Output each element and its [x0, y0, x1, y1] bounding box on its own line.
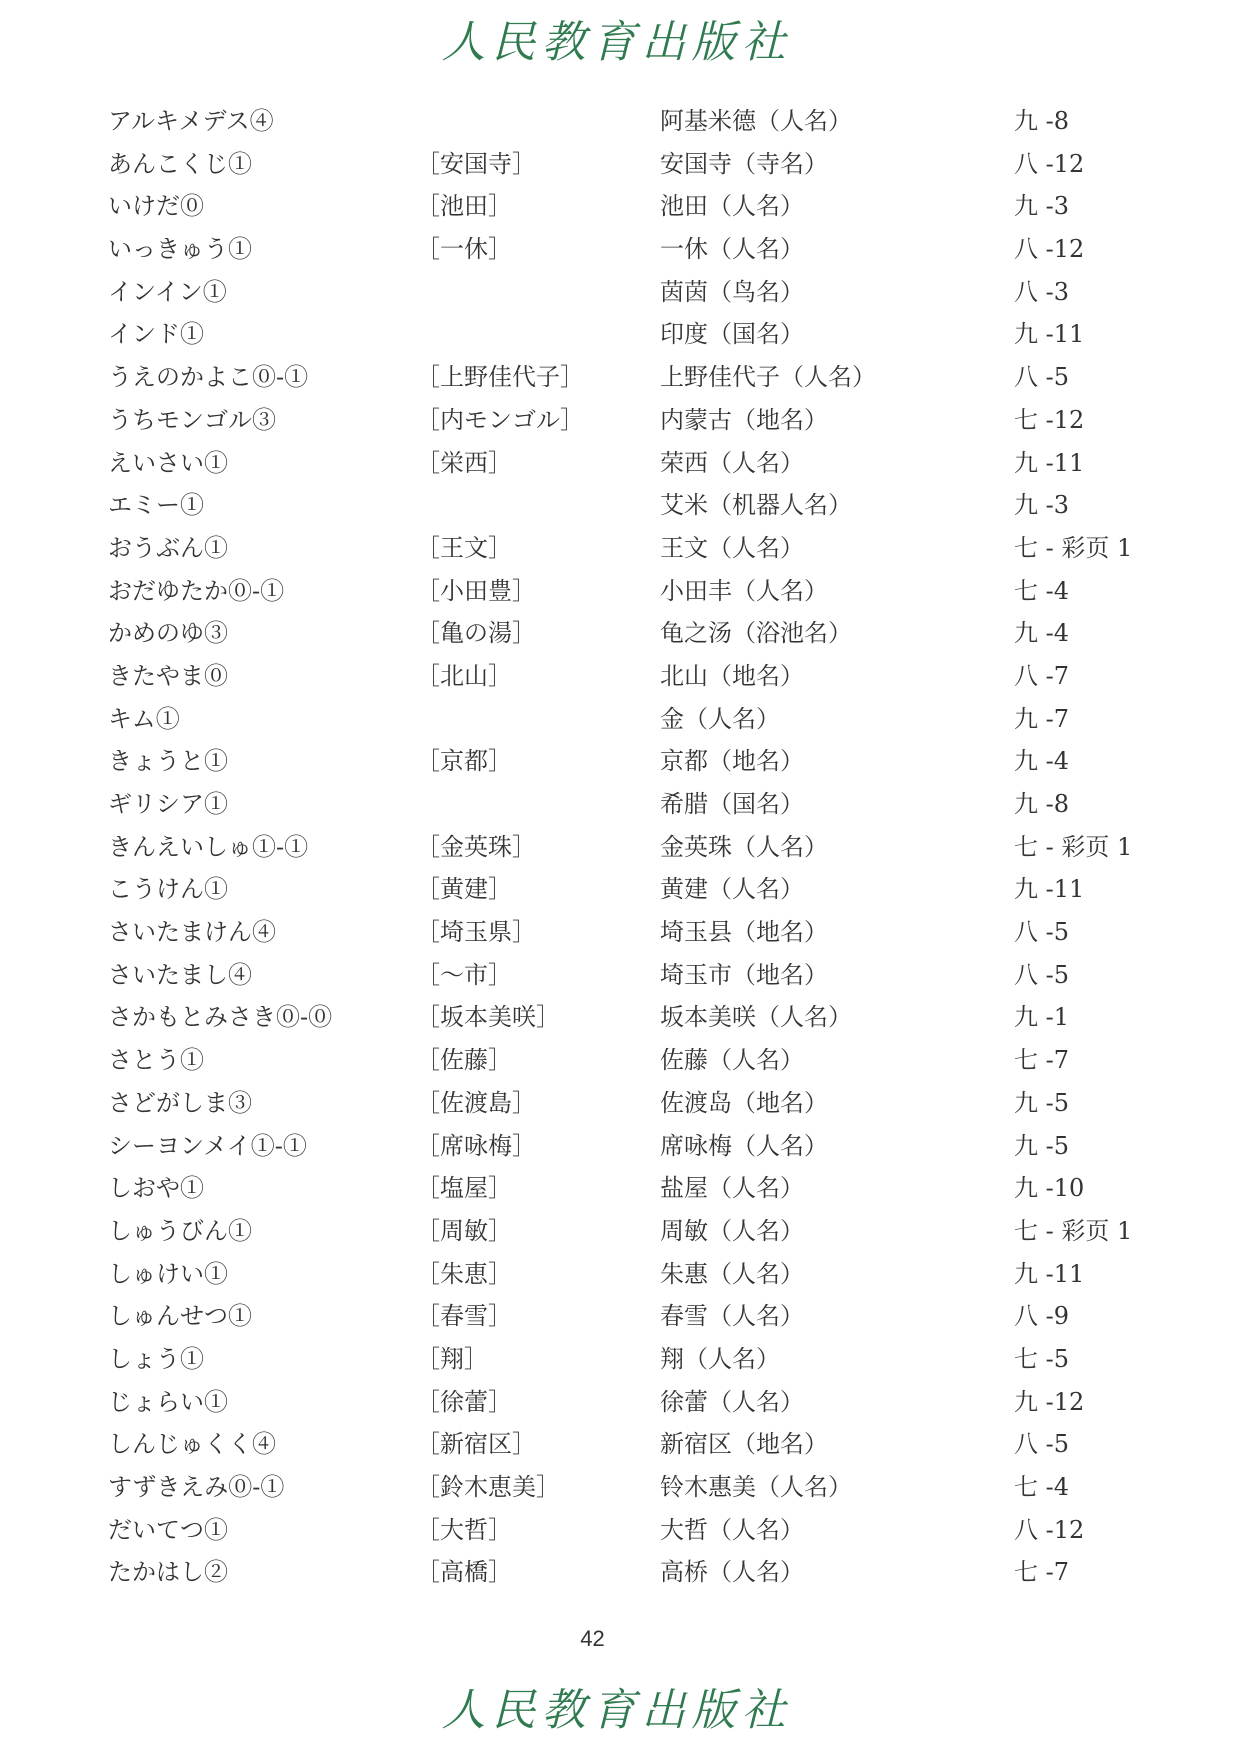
entry-kanji: ［塩屋］ — [416, 1174, 512, 1203]
entry-kanji: ［鈴木恵美］ — [416, 1473, 560, 1501]
list-item — [108, 1082, 1148, 1125]
entry-reading: しゅけい① — [108, 1259, 228, 1288]
entry-meaning: 坂本美咲（人名） — [660, 1003, 852, 1032]
entry-reading: かめのゆ③ — [108, 619, 228, 648]
entry-lesson: 七 -7 — [1014, 1558, 1070, 1587]
list-item — [108, 868, 1148, 911]
entry-lesson: 九 -4 — [1014, 747, 1070, 776]
entry-reading: さいたまけん④ — [108, 918, 276, 947]
entry-meaning: 周敏（人名） — [660, 1216, 804, 1245]
entry-kanji: ［佐渡島］ — [416, 1088, 536, 1117]
list-item — [108, 527, 1148, 570]
entry-reading: インド① — [108, 320, 204, 349]
list-item — [108, 1466, 1148, 1509]
entry-lesson: 八 -3 — [1014, 277, 1070, 306]
entry-meaning: 大哲（人名） — [660, 1515, 804, 1544]
entry-lesson: 九 -3 — [1014, 192, 1070, 221]
entry-lesson: 七 -4 — [1014, 576, 1070, 605]
entry-meaning: 安国寺（寺名） — [660, 149, 828, 178]
entry-reading: だいてつ① — [108, 1515, 228, 1544]
entry-kanji: ［王文］ — [416, 533, 512, 562]
entry-lesson: 九 -8 — [1014, 790, 1070, 818]
entry-meaning: 金英珠（人名） — [660, 832, 828, 861]
entry-meaning: 翔（人名） — [660, 1344, 780, 1373]
entry-lesson: 七 - 彩页 1 — [1014, 533, 1133, 562]
list-item — [108, 143, 1148, 186]
entry-reading: キム① — [108, 704, 180, 733]
vocabulary-list — [108, 100, 1148, 1594]
list-item — [108, 911, 1148, 954]
entry-lesson: 九 -5 — [1014, 1131, 1070, 1160]
entry-lesson: 九 -11 — [1014, 1259, 1085, 1288]
entry-kanji: ［安国寺］ — [416, 149, 536, 178]
list-item — [108, 996, 1148, 1039]
entry-lesson: 九 -11 — [1014, 875, 1085, 904]
list-item — [108, 570, 1148, 613]
entry-meaning: 盐屋（人名） — [660, 1174, 804, 1203]
entry-lesson: 八 -12 — [1014, 1515, 1085, 1544]
list-item — [108, 1423, 1148, 1466]
entry-meaning: 高桥（人名） — [660, 1558, 804, 1587]
entry-lesson: 七 -7 — [1014, 1046, 1070, 1075]
entry-meaning: 印度（国名） — [660, 320, 804, 349]
entry-reading: さどがしま③ — [108, 1088, 252, 1117]
list-item — [108, 442, 1148, 485]
entry-kanji: ［栄西］ — [416, 448, 512, 477]
list-item — [108, 655, 1148, 698]
entry-meaning: 希腊（国名） — [660, 790, 804, 818]
list-item — [108, 1125, 1148, 1168]
entry-meaning: 席咏梅（人名） — [660, 1131, 828, 1160]
entry-kanji: ［新宿区］ — [416, 1430, 536, 1459]
entry-reading: おだゆたか⓪-① — [108, 576, 285, 605]
entry-meaning: 埼玉县（地名） — [660, 918, 828, 947]
list-item — [108, 484, 1148, 527]
list-item — [108, 826, 1148, 869]
entry-meaning: 茵茵（鸟名） — [660, 277, 804, 306]
entry-meaning: 京都（地名） — [660, 747, 804, 776]
entry-reading: エミー① — [108, 491, 204, 520]
entry-reading: さとう① — [108, 1046, 204, 1075]
list-item — [108, 1551, 1148, 1594]
entry-kanji: ［春雪］ — [416, 1302, 512, 1331]
entry-reading: しゅんせつ① — [108, 1302, 252, 1331]
entry-meaning: 一休（人名） — [660, 235, 804, 264]
entry-lesson: 八 -5 — [1014, 960, 1070, 989]
entry-reading: じょらい① — [108, 1387, 228, 1416]
list-item — [108, 356, 1148, 399]
list-item — [108, 1167, 1148, 1210]
entry-lesson: 九 -4 — [1014, 619, 1070, 648]
entry-reading: シーヨンメイ①-① — [108, 1131, 307, 1160]
entry-lesson: 七 - 彩页 1 — [1014, 832, 1133, 861]
entry-lesson: 八 -12 — [1014, 149, 1085, 178]
entry-kanji: ［朱恵］ — [416, 1259, 512, 1288]
entry-reading: あんこくじ① — [108, 149, 252, 178]
entry-reading: こうけん① — [108, 875, 228, 904]
entry-lesson: 九 -3 — [1014, 491, 1070, 520]
entry-meaning: 佐渡岛（地名） — [660, 1088, 828, 1117]
list-item — [108, 740, 1148, 783]
entry-reading: しおや① — [108, 1174, 204, 1203]
entry-meaning: 埼玉市（地名） — [660, 960, 828, 989]
entry-lesson: 八 -5 — [1014, 363, 1070, 392]
entry-reading: しょう① — [108, 1344, 204, 1373]
entry-kanji: ［北山］ — [416, 661, 512, 690]
entry-kanji: ［一休］ — [416, 235, 512, 264]
publisher-logo-top: 人民教育出版社 — [441, 17, 792, 68]
publisher-logo-bottom: 人民教育出版社 — [441, 1685, 792, 1736]
entry-kanji: ［佐藤］ — [416, 1046, 512, 1075]
list-item — [108, 1295, 1148, 1338]
entry-reading: うえのかよこ⓪-① — [108, 363, 309, 392]
entry-reading: ギリシア① — [108, 790, 228, 818]
entry-lesson: 七 - 彩页 1 — [1014, 1216, 1133, 1245]
entry-meaning: 王文（人名） — [660, 533, 804, 562]
entry-lesson: 八 -7 — [1014, 661, 1070, 690]
list-item — [108, 612, 1148, 655]
entry-meaning: 新宿区（地名） — [660, 1430, 828, 1459]
entry-kanji: ［埼玉県］ — [416, 918, 536, 947]
entry-lesson: 九 -7 — [1014, 704, 1070, 733]
entry-reading: インイン① — [108, 277, 227, 306]
entry-reading: しゅうびん① — [108, 1216, 252, 1245]
entry-reading: いっきゅう① — [108, 235, 252, 264]
list-item — [108, 1253, 1148, 1296]
entry-lesson: 九 -11 — [1014, 448, 1085, 477]
entry-lesson: 七 -4 — [1014, 1473, 1070, 1501]
entry-lesson: 八 -12 — [1014, 235, 1085, 264]
entry-lesson: 九 -5 — [1014, 1088, 1070, 1117]
entry-kanji: ［黄建］ — [416, 875, 512, 904]
entry-reading: うちモンゴル③ — [108, 405, 276, 434]
entry-reading: さいたまし④ — [108, 960, 252, 989]
entry-meaning: 朱惠（人名） — [660, 1259, 804, 1288]
list-item — [108, 185, 1148, 228]
entry-kanji: ［上野佳代子］ — [416, 363, 584, 392]
entry-reading: おうぶん① — [108, 533, 228, 562]
entry-lesson: 八 -5 — [1014, 1430, 1070, 1459]
entry-lesson: 九 -1 — [1014, 1003, 1070, 1032]
entry-reading: アルキメデス④ — [108, 107, 274, 135]
list-item — [108, 271, 1148, 314]
entry-reading: たかはし② — [108, 1558, 228, 1587]
entry-lesson: 九 -11 — [1014, 320, 1085, 349]
entry-kanji: ［高橋］ — [416, 1558, 512, 1587]
entry-kanji: ［内モンゴル］ — [416, 405, 584, 434]
entry-kanji: ［京都］ — [416, 747, 512, 776]
entry-meaning: 铃木惠美（人名） — [660, 1473, 852, 1501]
entry-meaning: 金（人名） — [660, 704, 780, 733]
entry-meaning: 内蒙古（地名） — [660, 405, 828, 434]
entry-kanji: ［～市］ — [416, 960, 512, 989]
entry-meaning: 徐蕾（人名） — [660, 1387, 804, 1416]
entry-kanji: ［坂本美咲］ — [416, 1003, 560, 1032]
entry-reading: えいさい① — [108, 448, 228, 477]
entry-reading: しんじゅくく④ — [108, 1430, 276, 1459]
entry-lesson: 八 -9 — [1014, 1302, 1070, 1331]
entry-meaning: 春雪（人名） — [660, 1302, 804, 1331]
entry-kanji: ［小田豊］ — [416, 576, 536, 605]
entry-lesson: 九 -12 — [1014, 1387, 1085, 1416]
entry-meaning: 龟之汤（浴池名） — [660, 619, 852, 648]
entry-kanji: ［周敏］ — [416, 1216, 512, 1245]
entry-meaning: 阿基米德（人名） — [660, 107, 852, 135]
list-item — [108, 1381, 1148, 1424]
entry-lesson: 七 -12 — [1014, 405, 1085, 434]
entry-reading: いけだ⓪ — [108, 192, 204, 221]
entry-reading: きょうと① — [108, 747, 228, 776]
page-number: 42 — [580, 1626, 605, 1651]
entry-kanji: ［金英珠］ — [416, 832, 536, 861]
list-item — [108, 954, 1148, 997]
list-item — [108, 1210, 1148, 1253]
entry-reading: すずきえみ⓪-① — [108, 1473, 285, 1501]
list-item — [108, 399, 1148, 442]
list-item — [108, 698, 1148, 741]
entry-kanji: ［池田］ — [416, 192, 512, 221]
list-item — [108, 1509, 1148, 1552]
entry-reading: きんえいしゅ①-① — [108, 832, 309, 861]
entry-kanji: ［翔］ — [416, 1344, 488, 1373]
list-item — [108, 1039, 1148, 1082]
entry-kanji: ［徐蕾］ — [416, 1387, 512, 1416]
list-item — [108, 1338, 1148, 1381]
entry-lesson: 八 -5 — [1014, 918, 1070, 947]
entry-lesson: 七 -5 — [1014, 1344, 1070, 1373]
list-item — [108, 228, 1148, 271]
entry-meaning: 艾米（机器人名） — [660, 491, 852, 520]
entry-meaning: 北山（地名） — [660, 661, 804, 690]
entry-meaning: 荣西（人名） — [660, 448, 804, 477]
entry-meaning: 上野佳代子（人名） — [660, 363, 876, 392]
entry-kanji: ［席咏梅］ — [416, 1131, 536, 1160]
entry-meaning: 佐藤（人名） — [660, 1046, 804, 1075]
entry-kanji: ［亀の湯］ — [416, 619, 536, 648]
entry-lesson: 九 -10 — [1014, 1174, 1085, 1203]
entry-kanji: ［大哲］ — [416, 1515, 512, 1544]
entry-meaning: 黄建（人名） — [660, 875, 804, 904]
entry-reading: さかもとみさき⓪-⓪ — [108, 1003, 333, 1032]
list-item — [108, 783, 1148, 826]
entry-reading: きたやま⓪ — [108, 661, 228, 690]
entry-meaning: 池田（人名） — [660, 192, 804, 221]
list-item — [108, 313, 1148, 356]
list-item — [108, 100, 1148, 143]
entry-meaning: 小田丰（人名） — [660, 576, 828, 605]
entry-lesson: 九 -8 — [1014, 107, 1070, 135]
